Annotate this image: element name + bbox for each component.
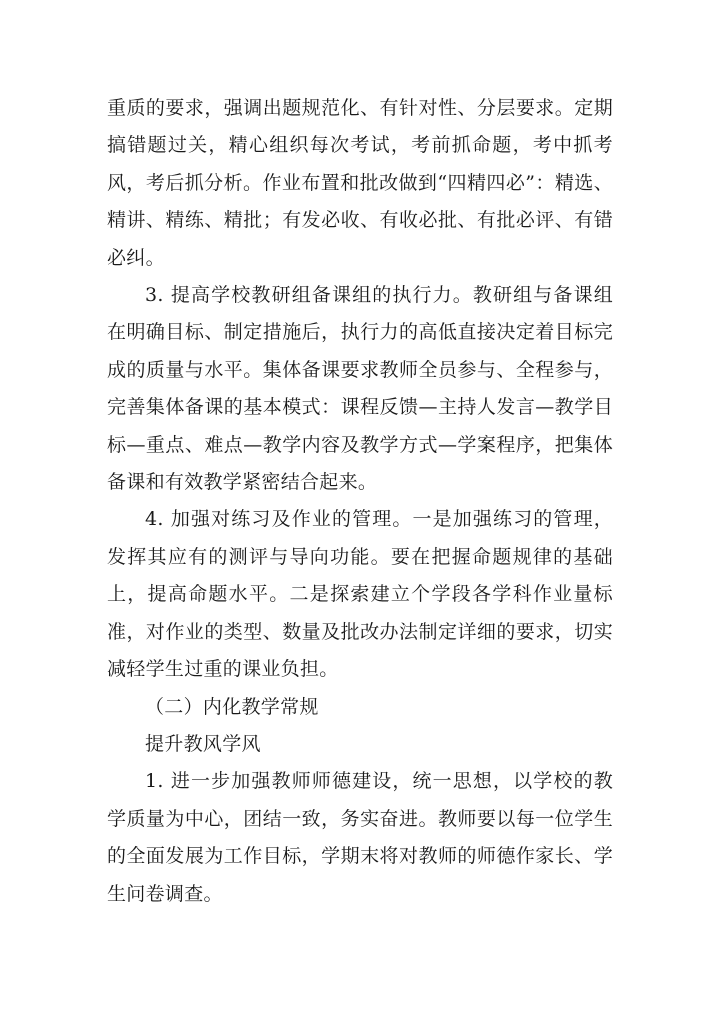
section-heading: （二）内化教学常规 [145,695,319,718]
paragraph-item-3: 3. 提高学校教研组备课组的执行力。教研组与备课组在明确目标、制定措施后，执行力的高低直接决定着目标完成的质量与水平。集体备课要求教师全员参与、全程参与，完善集体备课的基本模式：课程反馈—主持人发言—教学目标—重点、难点—教学内容及教学方式—学案程序，把集体备课和有效教学紧密结合起来。 [107,284,613,494]
paragraph-continuation: 重质的要求，强调出题规范化、有针对性、分层要求。定期搞错题过关，精心组织每次考试，考前抓命题，考中抓考风，考后抓分析。作业布置和批改做到“四精四必”：精选、精讲、精练、精批；有发必收、有收必批、有批必评、有错必纠。 [107,97,613,269]
document-body [107,90,613,913]
sub-heading: 提升教风学风 [145,732,261,755]
paragraph-item-1: 1. 进一步加强教师师德建设，统一思想，以学校的教学质量为中心，团结一致，务实奋进。教师要以每一位学生的全面发展为工作目标，学期末将对教师的师德作家长、学生问卷调查。 [107,770,613,905]
paragraph-item-4: 4. 加强对练习及作业的管理。一是加强练习的管理，发挥其应有的测评与导向功能。要在把握命题规律的基础上，提高命题水平。二是探索建立个学段各学科作业量标准，对作业的类型、数量及批改办法制定详细的要求，切实减轻学生过重的课业负担。 [107,508,613,681]
